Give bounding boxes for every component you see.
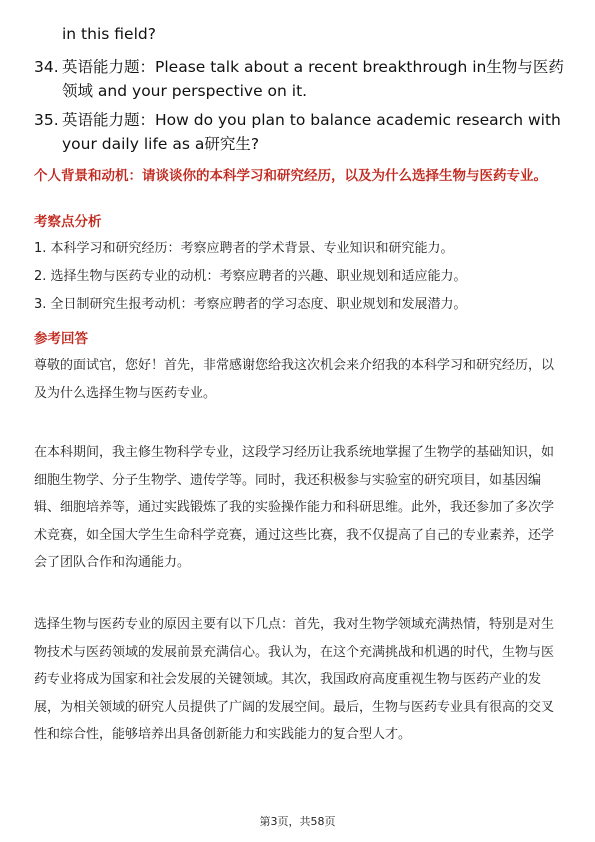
- analysis-item: 2. 选择生物与医药专业的动机：考察应聘者的兴趣、职业规划和适应能力。: [34, 269, 467, 284]
- question-35: [34, 108, 564, 156]
- analysis-item: 1. 本科学习和研究经历：考察应聘者的学术背景、专业知识和研究能力。: [34, 241, 454, 256]
- answer-paragraph: 选择生物与医药专业的原因主要有以下几点：首先，我对生物学领域充满热情，特别是对生物技术与医药领域的发展前景充满信心。我认为，在这个充满挑战和机遇的时代，生物与医药专业将成为国家和社会发展的关键领域。其次，我国政府高度重视生物与医药产业的发展，为相关领域的研究人员提供了广阔的发展空间。最后，生物与医药专业具有很高的交叉性和综合性，能够培养出具备创新能力和实践能力的复合型人才。: [34, 617, 555, 742]
- section-title: 个人背景和动机：请谈谈你的本科学习和研究经历，以及为什么选择生物与医药专业。: [34, 168, 547, 184]
- question-number: 35.: [34, 111, 59, 129]
- question-number: 34.: [34, 58, 59, 76]
- answer-paragraph: 在本科期间，我主修生物科学专业，这段学习经历让我系统地掌握了生物学的基础知识，如细胞生物学、分子生物学、遗传学等。同时，我还积极参与实验室的研究项目，如基因编辑、细胞培养等，通过实践锻炼了我的实验操作能力和科研思维。此外，我还参加了多次学术竞赛，如全国大学生生命科学竞赛，通过这些比赛，我不仅提高了自己的专业素养，还学会了团队合作和沟通能力。: [34, 445, 555, 570]
- question-34: [34, 55, 564, 103]
- answer-heading: 参考回答: [34, 331, 88, 347]
- answer-paragraph: 尊敬的面试官，您好！首先，非常感谢您给我这次机会来介绍我的本科学习和研究经历，以及为什么选择生物与医药专业。: [34, 358, 555, 401]
- analysis-item: 3. 全日制研究生报考动机：考察应聘者的学习态度、职业规划和发展潜力。: [34, 297, 467, 312]
- question-text: 英语能力题：Please talk about a recent breakthrough in生物与医药领域 and your perspective on it.: [62, 58, 564, 100]
- page-footer: 第3页，共58页: [259, 815, 336, 828]
- question-text: 英语能力题：How do you plan to balance academic research with your daily life as a研究生?: [62, 111, 561, 153]
- question-continuation: in this field?: [62, 25, 156, 43]
- analysis-heading: 考察点分析: [34, 214, 102, 230]
